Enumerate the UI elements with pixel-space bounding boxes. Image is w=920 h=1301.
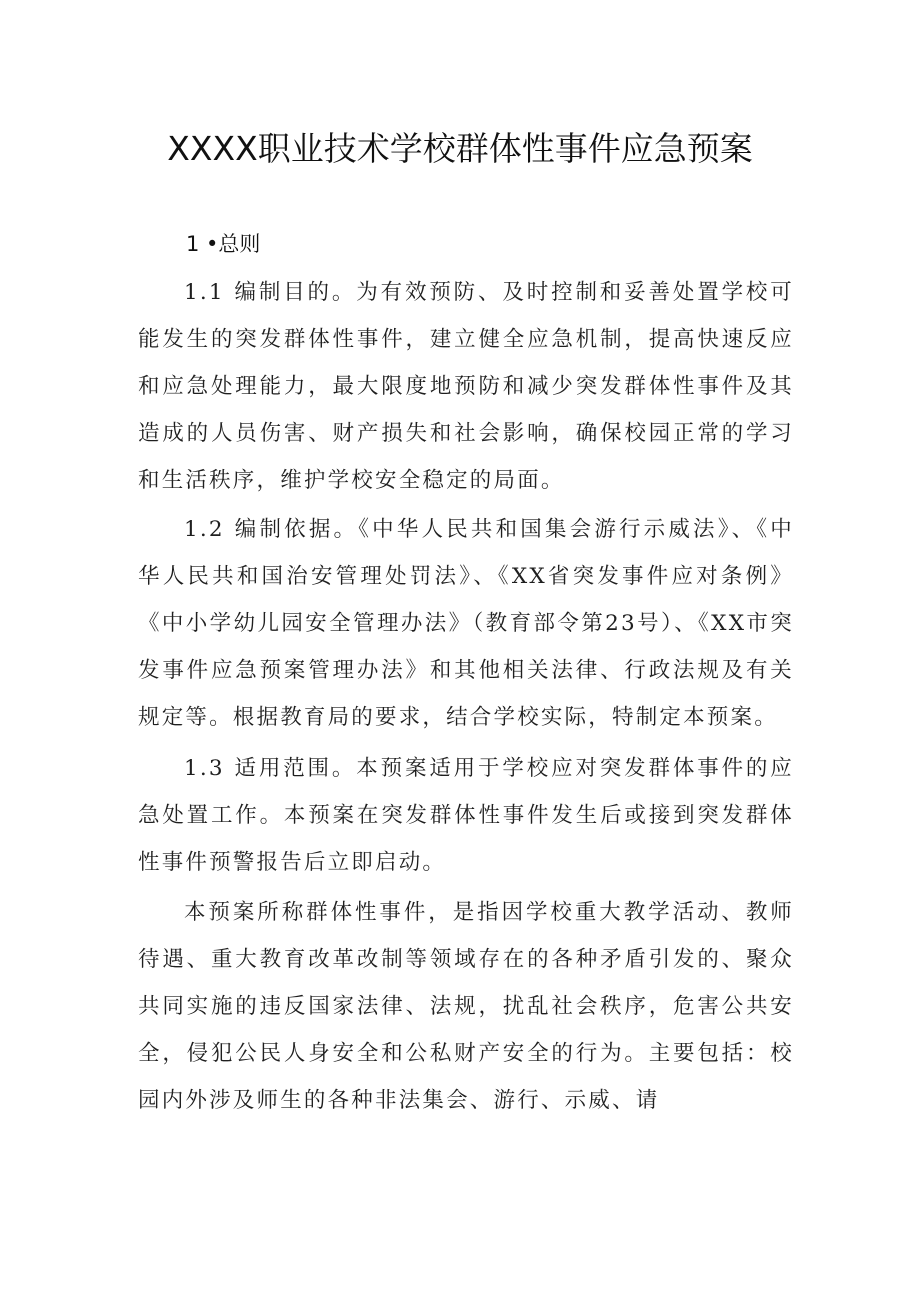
section-heading-general: 1 •总则 [186, 232, 261, 256]
paragraph-basis: 1.2 编制依据。《中华人民共和国集会游行示威法》、《中华人民共和国治安管理处罚法》、《XX省突发事件应对条例》《中小学幼儿园安全管理办法》（教育部令第23号）、《XX市突发事件应急预案管理办法》和其他相关法律、行政法规及有关规定等。根据教育局的要求，结合学校实际，特制定本预案。 [138, 517, 794, 730]
paragraph-purpose: 1.1 编制目的。为有效预防、及时控制和妥善处置学校可能发生的突发群体性事件，建立健全应急机制，提高快速反应和应急处理能力，最大限度地预防和减少突发群体性事件及其造成的人员伤害、财产损失和社会影响，确保校园正常的学习和生活秩序，维护学校安全稳定的局面。 [138, 280, 794, 493]
paragraph-scope: 1.3 适用范围。本预案适用于学校应对突发群体事件的应急处置工作。本预案在突发群体性事件发生后或接到突发群体性事件预警报告后立即启动。 [138, 756, 794, 875]
document-title: XXXX职业技术学校群体性事件应急预案 [167, 129, 753, 168]
paragraph-definition: 本预案所称群体性事件，是指因学校重大教学活动、教师待遇、重大教育改革改制等领域存在的各种矛盾引发的、聚众共同实施的违反国家法律、法规，扰乱社会秩序，危害公共安全，侵犯公民人身安全和公私财产安全的行为。主要包括：校园内外涉及师生的各种非法集会、游行、示威、请 [138, 900, 794, 1113]
